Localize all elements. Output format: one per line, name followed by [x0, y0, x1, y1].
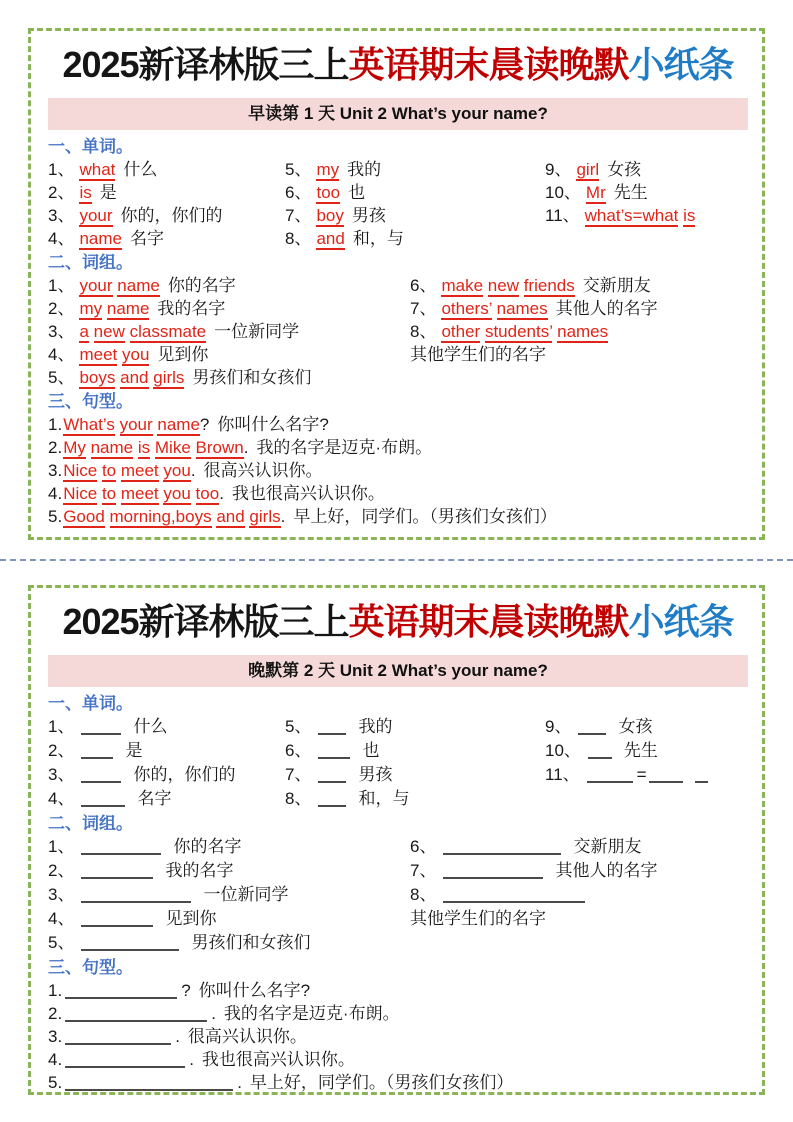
item-number: 5、	[48, 368, 75, 387]
page-title	[48, 600, 748, 643]
english-word: is	[79, 183, 92, 202]
phrase-list	[48, 274, 748, 389]
chinese-translation: 你叫什么名字?	[217, 415, 329, 434]
chinese-meaning: 你的名字	[167, 276, 236, 295]
answer-blank	[81, 936, 179, 951]
chinese-meaning: 男孩	[358, 765, 393, 784]
phrase-item	[48, 366, 410, 389]
item-number: 3.	[48, 1027, 63, 1046]
word-blank-item	[48, 739, 285, 763]
item-number: 2.	[48, 1004, 63, 1023]
answer-blank	[81, 792, 125, 807]
answer-blank	[443, 840, 561, 855]
chinese-meaning: 其他学生们的名字	[410, 345, 546, 364]
sentence-punctuation: .	[190, 461, 196, 480]
section-heading-words: 一、单词。	[48, 694, 133, 713]
answer-blank	[81, 720, 121, 735]
word-item	[285, 204, 545, 227]
item-number: 3.	[48, 461, 63, 480]
english-word: girl	[576, 160, 600, 179]
english-phrase: your name	[79, 276, 160, 295]
item-number: 8、	[285, 789, 312, 808]
item-number: 1、	[48, 717, 75, 736]
english-word: and	[316, 229, 345, 248]
answer-blank	[318, 720, 346, 735]
phrase-blank-list	[48, 835, 748, 955]
phrase-blank-item	[48, 931, 410, 955]
word-column-1	[48, 715, 285, 811]
chinese-meaning: 和，与	[352, 229, 404, 248]
item-number: 9、	[545, 717, 572, 736]
item-number: 5、	[285, 160, 312, 179]
answer-blank	[695, 768, 708, 783]
chinese-meaning: 一位新同学	[214, 322, 300, 341]
phrase-blank-item	[48, 835, 410, 859]
item-number: 11、	[545, 765, 580, 784]
item-number: 7、	[285, 206, 312, 225]
word-item	[48, 227, 285, 250]
english-word: too	[316, 183, 341, 202]
title-edition-text: 2025新译林版三上	[62, 44, 349, 85]
answer-blank	[587, 768, 633, 783]
page-title	[48, 43, 748, 86]
item-number: 3、	[48, 206, 75, 225]
section-heading-sentences: 三、句型。	[48, 392, 133, 411]
item-number: 10、	[545, 741, 581, 760]
chinese-meaning: 也	[348, 183, 366, 202]
word-blank-item	[545, 739, 748, 763]
title-exam-text: 英语期末晨读晚默	[348, 601, 629, 642]
item-number: 4、	[48, 789, 75, 808]
item-number: 1、	[48, 276, 75, 295]
word-blank-item	[285, 739, 545, 763]
chinese-translation: 早上好，同学们。（男孩们女孩们）	[249, 1073, 514, 1092]
item-number: 9、	[545, 160, 572, 179]
section-heading-phrases: 二、词组。	[48, 814, 133, 833]
item-number: 1.	[48, 981, 63, 1000]
english-word: Mr	[585, 183, 606, 202]
sentence-punctuation: ?	[181, 981, 191, 1000]
chinese-meaning: 我的	[358, 717, 393, 736]
item-number: 4.	[48, 1050, 63, 1069]
item-number: 8、	[410, 885, 437, 904]
item-number: 4、	[48, 909, 75, 928]
chinese-translation: 我的名字是迈克·布朗。	[256, 438, 433, 457]
item-number: 3、	[48, 885, 75, 904]
word-blank-item	[545, 763, 748, 787]
chinese-meaning: 女孩	[607, 160, 642, 179]
phrase-blank-item	[48, 907, 410, 931]
answer-blank	[443, 864, 543, 879]
item-number: 8、	[285, 229, 312, 248]
answer-blank	[65, 1007, 207, 1022]
equals-sign: =	[636, 765, 647, 784]
word-item	[285, 158, 545, 181]
sentence-blank-item	[48, 1025, 748, 1048]
sentence-blank-item	[48, 1048, 748, 1071]
chinese-meaning: 女孩	[618, 717, 653, 736]
item-number: 4.	[48, 484, 63, 503]
sentence-item	[48, 436, 748, 459]
english-phrase: a new classmate	[79, 322, 207, 341]
chinese-translation: 很高兴认识你。	[203, 461, 323, 480]
chinese-meaning: 我的	[347, 160, 382, 179]
phrase-item	[48, 297, 410, 320]
word-blank-item	[285, 787, 545, 811]
chinese-meaning: 什么	[133, 717, 168, 736]
english-word: what’s=what is	[584, 206, 696, 225]
chinese-meaning: 我的名字	[165, 861, 234, 880]
sentence-item	[48, 459, 748, 482]
phrase-item-continuation	[410, 343, 748, 366]
title-note-text: 小纸条	[628, 44, 734, 85]
item-number: 2.	[48, 438, 63, 457]
answer-blank	[318, 768, 346, 783]
phrase-item	[48, 343, 410, 366]
answer-blank	[649, 768, 683, 783]
word-blank-item	[545, 715, 748, 739]
english-sentence: Nice to meet you too	[63, 484, 220, 503]
item-number: 1.	[48, 415, 63, 434]
sentence-list	[48, 413, 748, 528]
chinese-meaning: 其他人的名字	[555, 861, 658, 880]
item-number: 1、	[48, 160, 75, 179]
answer-blank	[65, 1076, 233, 1091]
word-item	[545, 158, 748, 181]
word-column-2	[285, 158, 545, 250]
sentence-item	[48, 505, 748, 528]
chinese-translation: 早上好，同学们。（男孩们女孩们）	[293, 507, 557, 526]
word-item	[48, 158, 285, 181]
english-phrase: other students’ names	[441, 322, 609, 341]
word-blank-item	[48, 787, 285, 811]
chinese-meaning: 一位新同学	[203, 885, 289, 904]
sentence-blank-list	[48, 979, 748, 1094]
chinese-meaning: 男孩	[351, 206, 386, 225]
sentence-punctuation: .	[243, 438, 249, 457]
sentence-punctuation: .	[211, 1004, 216, 1023]
item-number: 2、	[48, 741, 75, 760]
phrase-blank-item	[48, 859, 410, 883]
sentence-punctuation: .	[189, 1050, 194, 1069]
sentence-item	[48, 413, 748, 436]
sentence-blank-item	[48, 1002, 748, 1025]
item-number: 7、	[410, 299, 437, 318]
chinese-meaning: 名字	[130, 229, 164, 248]
chinese-meaning: 男孩们和女孩们	[192, 368, 312, 387]
word-item	[48, 204, 285, 227]
english-sentence: Nice to meet you	[63, 461, 191, 480]
chinese-translation: 我也很高兴认识你。	[231, 484, 385, 503]
day-banner-morning: 早读第 1 天 Unit 2 What’s your name?	[48, 98, 748, 130]
phrase-item	[48, 274, 410, 297]
phrase-column-2	[410, 835, 748, 931]
title-edition-text: 2025新译林版三上	[62, 601, 349, 642]
word-column-3	[545, 715, 748, 787]
answer-blank	[81, 864, 153, 879]
english-phrase: meet you	[79, 345, 150, 364]
english-phrase: boys and girls	[79, 368, 185, 387]
item-number: 11、	[545, 206, 580, 225]
word-blank-list	[48, 715, 748, 811]
sentence-punctuation: ?	[199, 415, 210, 434]
phrase-column-1	[48, 835, 410, 955]
phrase-item	[410, 320, 748, 343]
morning-reading-card	[28, 28, 765, 540]
item-number: 7、	[410, 861, 437, 880]
chinese-meaning: 我的名字	[157, 299, 226, 318]
answer-blank	[81, 912, 153, 927]
chinese-meaning: 也	[362, 741, 380, 760]
chinese-meaning: 和，与	[358, 789, 410, 808]
answer-blank	[81, 744, 113, 759]
sentence-blank-item	[48, 979, 748, 1002]
word-item	[545, 204, 748, 227]
english-sentence: My name is Mike Brown	[63, 438, 244, 457]
chinese-translation: 你叫什么名字?	[198, 981, 311, 1000]
phrase-blank-item	[48, 883, 410, 907]
english-word: boy	[316, 206, 344, 225]
english-phrase: make new friends	[441, 276, 575, 295]
word-item	[545, 181, 748, 204]
english-word: what	[79, 160, 116, 179]
chinese-meaning: 是	[99, 183, 117, 202]
chinese-meaning: 交新朋友	[582, 276, 651, 295]
english-sentence: Good morning,boys and girls	[63, 507, 281, 526]
chinese-translation: 我的名字是迈克·布朗。	[223, 1004, 400, 1023]
item-number: 6、	[410, 837, 437, 856]
english-sentence: What’s your name	[63, 415, 200, 434]
sentence-blank-item	[48, 1071, 748, 1094]
phrase-item-continuation	[410, 907, 748, 931]
word-column-2	[285, 715, 545, 811]
word-blank-item	[48, 715, 285, 739]
chinese-meaning: 交新朋友	[573, 837, 642, 856]
phrase-blank-item	[410, 859, 748, 883]
item-number: 4、	[48, 345, 75, 364]
word-column-1	[48, 158, 285, 250]
item-number: 2、	[48, 183, 75, 202]
item-number: 6、	[285, 741, 312, 760]
item-number: 5、	[48, 933, 75, 952]
answer-blank	[318, 792, 346, 807]
phrase-column-2	[410, 274, 748, 366]
english-word: my	[316, 160, 340, 179]
english-word: your	[79, 206, 113, 225]
item-number: 2、	[48, 861, 75, 880]
chinese-meaning: 先生	[623, 741, 658, 760]
english-word: name	[79, 229, 122, 248]
answer-blank	[65, 1030, 171, 1045]
word-item	[285, 227, 545, 250]
item-number: 4、	[48, 229, 75, 248]
word-item	[285, 181, 545, 204]
item-number: 1、	[48, 837, 75, 856]
chinese-meaning: 是	[125, 741, 143, 760]
item-number: 7、	[285, 765, 312, 784]
item-number: 8、	[410, 322, 437, 341]
item-number: 3、	[48, 765, 75, 784]
phrase-item	[410, 297, 748, 320]
section-heading-phrases: 二、词组。	[48, 253, 133, 272]
answer-blank	[65, 984, 177, 999]
word-blank-item	[285, 715, 545, 739]
sentence-item	[48, 482, 748, 505]
chinese-meaning: 你的名字	[173, 837, 242, 856]
chinese-meaning: 见到你	[157, 345, 209, 364]
english-phrase: my name	[79, 299, 150, 318]
sentence-punctuation: .	[175, 1027, 180, 1046]
item-number: 10、	[545, 183, 581, 202]
day-banner-evening: 晚默第 2 天 Unit 2 What’s your name?	[48, 655, 748, 687]
item-number: 5、	[285, 717, 312, 736]
chinese-meaning: 你的，你们的	[120, 206, 223, 225]
section-heading-sentences: 三、句型。	[48, 958, 133, 977]
answer-blank	[578, 720, 606, 735]
evening-dictation-card	[28, 585, 765, 1095]
answer-blank	[318, 744, 350, 759]
word-column-3	[545, 158, 748, 227]
phrase-column-1	[48, 274, 410, 389]
phrase-item	[48, 320, 410, 343]
phrase-item	[410, 274, 748, 297]
phrase-blank-item	[410, 883, 748, 907]
answer-blank	[443, 888, 585, 903]
item-number: 5.	[48, 507, 63, 526]
chinese-meaning: 见到你	[165, 909, 217, 928]
answer-blank	[81, 768, 121, 783]
sentence-punctuation: .	[237, 1073, 242, 1092]
section-heading-words: 一、单词。	[48, 137, 133, 156]
answer-blank	[588, 744, 612, 759]
english-phrase: others’ names	[441, 299, 548, 318]
item-number: 2、	[48, 299, 75, 318]
title-exam-text: 英语期末晨读晚默	[348, 44, 629, 85]
word-item	[48, 181, 285, 204]
chinese-meaning: 先生	[613, 183, 648, 202]
chinese-meaning: 你的，你们的	[133, 765, 236, 784]
chinese-meaning: 什么	[123, 160, 158, 179]
item-number: 3、	[48, 322, 75, 341]
chinese-meaning: 名字	[137, 789, 172, 808]
answer-blank	[65, 1053, 185, 1068]
word-blank-item	[48, 763, 285, 787]
chinese-meaning: 其他学生们的名字	[410, 909, 546, 928]
chinese-meaning: 其他人的名字	[555, 299, 658, 318]
item-number: 6、	[285, 183, 312, 202]
sentence-punctuation: .	[280, 507, 286, 526]
word-list	[48, 158, 748, 250]
dashed-cut-line	[0, 559, 793, 561]
word-blank-item	[285, 763, 545, 787]
chinese-translation: 很高兴认识你。	[187, 1027, 307, 1046]
chinese-translation: 我也很高兴认识你。	[201, 1050, 355, 1069]
item-number: 5.	[48, 1073, 63, 1092]
item-number: 6、	[410, 276, 437, 295]
phrase-blank-item	[410, 835, 748, 859]
sentence-punctuation: .	[219, 484, 224, 503]
answer-blank	[81, 888, 191, 903]
answer-blank	[81, 840, 161, 855]
chinese-meaning: 男孩们和女孩们	[191, 933, 311, 952]
title-note-text: 小纸条	[628, 601, 734, 642]
